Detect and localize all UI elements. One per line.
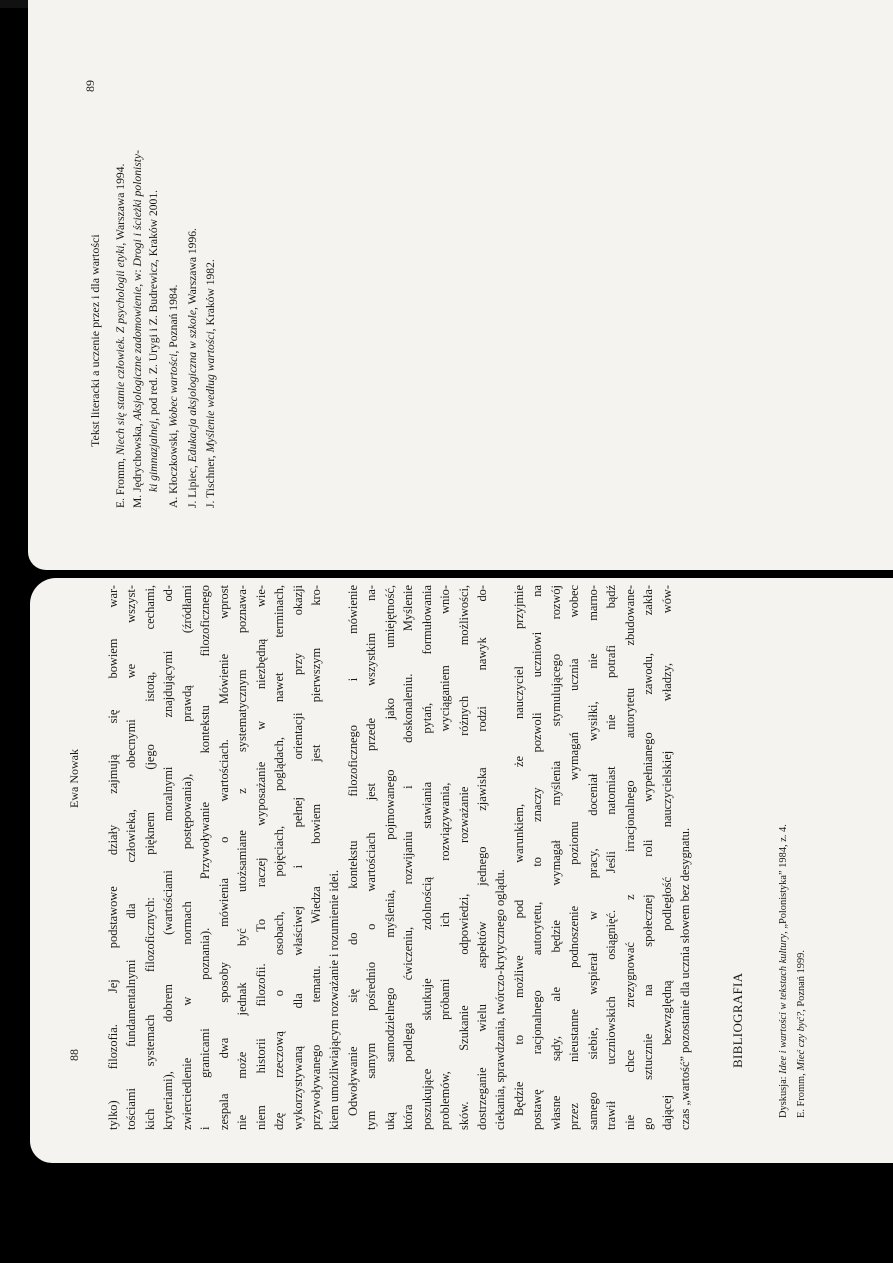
body-text-line: kryteriami), dobrem (wartościami moralnymi znajdującymi od-: [161, 585, 176, 1130]
body-text-line: tym samym pośrednio o wartościach jest przede wszystkim na-: [364, 585, 379, 1130]
running-head: Tekst literacki a uczenie przez i dla wartości: [88, 234, 102, 447]
running-head: Ewa Nowak: [67, 749, 81, 808]
body-text-line: nie chce zrezygnować z irracjonalnego autorytetu zbudowane-: [622, 585, 637, 1130]
body-text-line: go sztucznie na społecznej roli wypełnianego zawodu, zakła-: [641, 585, 656, 1130]
body-text-line: przywoływanego tematu. Wiedza bowiem jest pierwszym kro-: [308, 585, 323, 1130]
page-89: [28, 0, 893, 570]
bibliography-entry: M. Jędrychowska, Aksjologiczne zadomowienie, w: Drogi i ścieżki polonisty-: [131, 150, 144, 508]
body-text-line: poszukujące skutkuje zdolnością stawiania pytań, formułowania: [419, 585, 434, 1130]
body-text-line: przez nieustanne podnoszenie poziomu wymagań ucznia wobec: [567, 585, 582, 1130]
body-text-line: Będzie to możliwe pod warunkiem, że nauczyciel przyjmie: [511, 585, 526, 1116]
body-text-line: ciekania, sprawdzania, twórczo-krytycznego oglądu.: [493, 869, 508, 1130]
footnote: E. Fromm, Mieć czy być?, Poznań 1999.: [796, 950, 807, 1118]
section-heading: BIBLIOGRAFIA: [730, 972, 745, 1068]
bibliography-entry: A. Kłoczkowski, Wobec wartości, Poznań 1984.: [167, 284, 180, 508]
footnote: Dyskusja: Idee i wartości w tekstach kultury, „Polonistyka” 1984, z. 4.: [778, 824, 789, 1118]
body-text-line: tościami fundamentalnymi dla człowieka, obecnymi we wszyst-: [124, 585, 139, 1130]
page-number: 89: [83, 80, 97, 92]
body-text-line: problemów, próbami ich rozwiązywania, wyciąganiem wnio-: [438, 585, 453, 1130]
body-text-line: sków. Szukanie odpowiedzi, rozważanie różnych możliwości,: [456, 585, 471, 1130]
bibliography-entry: J. Lipiec, Edukacja aksjologiczna w szkole, Warszawa 1996.: [186, 228, 199, 508]
bibliography-entry: E. Fromm, Niech się stanie człowiek. Z psychologii etyki, Warszawa 1994.: [114, 163, 127, 508]
body-text-line: nie może jednak być utożsamiane z systematycznym poznawa-: [235, 585, 250, 1130]
body-text-line: zespala dwa sposoby mówienia o wartościach. Mówienie wprost: [216, 585, 231, 1130]
page-number: 88: [67, 1049, 81, 1061]
body-text-line: samego siebie, wspierał w pracy, doceniał wysiłki, nie marno-: [585, 585, 600, 1130]
body-text-line: Odwoływanie się do kontekstu filozoficznego i mówienie: [345, 585, 360, 1116]
body-text-line: dostrzeganie wielu aspektów jednego zjawiska rodzi nawyk do-: [475, 585, 489, 1130]
body-text-line: uką samodzielnego myślenia, pojmowanego jako umiejętność,: [382, 585, 397, 1130]
body-text-line: która podlega ćwiczeniu, rozwijaniu i doskonaleniu. Myślenie: [401, 585, 416, 1130]
body-text-line: czas „wartość” pozostanie dla ucznia słowem bez desygnatu.: [677, 827, 692, 1130]
body-text-line: trawił uczniowskich osiągnięć. Jeśli natomiast nie potrafi bądź: [604, 585, 619, 1130]
body-text-line: tylko) filozofia. Jej podstawowe działy zajmują się bowiem war-: [106, 585, 120, 1130]
body-text-line: dającej bezwzględną podległość nauczycielskiej władzy, wów-: [659, 585, 674, 1130]
page-88: [30, 578, 893, 1163]
body-text-line: zwierciedlenie w normach postępowania), prawdą (źródłami: [179, 585, 194, 1130]
body-text-line: wykorzystywaną dla właściwej i pełnej orientacji przy okazji: [290, 585, 305, 1130]
body-text-line: i granicami poznania). Przywoływanie kontekstu filozoficznego: [198, 585, 213, 1130]
bibliography-entry: J. Tischner, Myślenie według wartości, Kraków 1982.: [204, 259, 217, 508]
bibliography-entry-continued: ki gimnazjalnej, pod red. Z. Urygi i Z. Budrewicz, Kraków 2001.: [147, 189, 160, 492]
body-text-line: niem historii filozofii. To raczej wyposażanie w niezbędną wie-: [253, 585, 268, 1130]
body-text-line: dzę rzeczową o osobach, pojęciach, poglądach, nawet terminach,: [272, 585, 287, 1130]
body-text-line: kich systemach filozoficznych: pięknem (jego istotą, cechami,: [142, 585, 157, 1130]
body-text-line: postawę racjonalnego autorytetu, to znaczy pozwoli uczniowi na: [530, 585, 545, 1130]
body-text-line: własne sądy, ale będzie wymagał myślenia stymulującego rozwój: [548, 585, 563, 1130]
body-text-line: kiem umożliwiającym rozważanie i rozumienie idei.: [327, 869, 342, 1130]
